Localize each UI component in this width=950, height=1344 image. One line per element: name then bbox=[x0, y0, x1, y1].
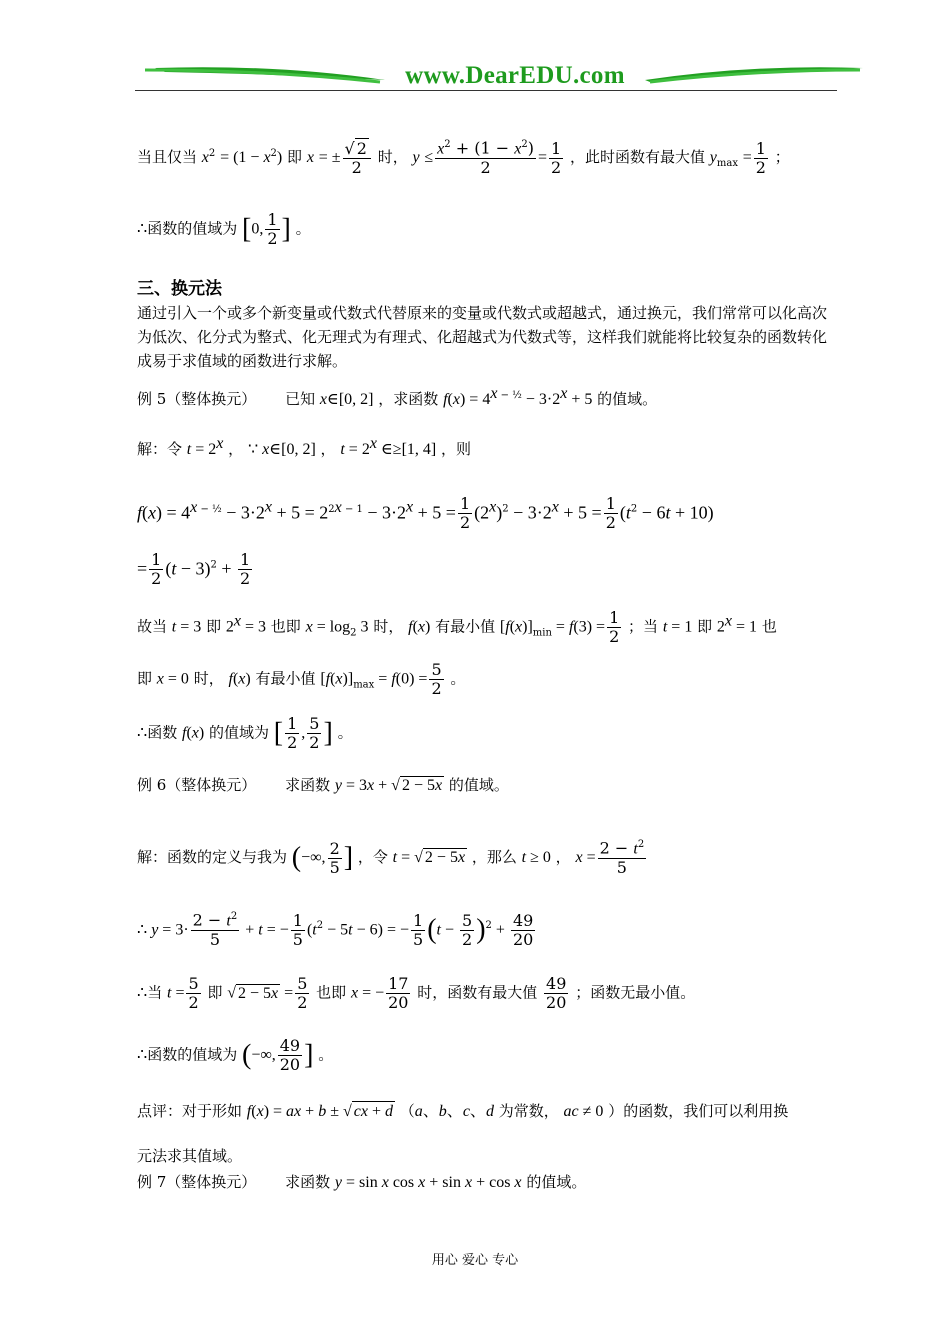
text: 有最小值 bbox=[255, 669, 316, 688]
text: 例 6（整体换元） bbox=[137, 776, 257, 794]
text: 时， bbox=[373, 617, 404, 636]
text: 函数 bbox=[147, 723, 178, 742]
equation-6-transform: ∴ y = 3· $\frac{2 - t^2}{5}$ + t = − $\frac{1}{5}$ $(t^2 - 5t - 6)$ = − $\frac{1}{5}$ (t − $\frac{5}{2}$ )$^2$ + $\frac{49}{20}$ bbox=[137, 910, 534, 950]
text: 当且仅当 bbox=[137, 148, 198, 167]
text: 解：函数的定义与我为 bbox=[137, 848, 288, 867]
text: 求函数 bbox=[285, 1173, 331, 1191]
text: 即 bbox=[697, 617, 713, 636]
text: （ bbox=[399, 1102, 415, 1120]
note-line-2: 元法求其值域。 bbox=[137, 1147, 243, 1165]
text: 时，函数有最大值 bbox=[417, 983, 538, 1002]
text: 也即 bbox=[316, 983, 347, 1002]
equation-vertex-form: = $\frac{1}{2}$ $(t - 3)^2$ + $\frac{1}{2}$ bbox=[137, 550, 251, 588]
text: 点评：对于形如 bbox=[137, 1102, 243, 1120]
site-logo-text: www.DearEDU.com bbox=[405, 62, 625, 89]
text: ；函数无最小值。 bbox=[575, 983, 696, 1002]
text: 例 5（整体换元） bbox=[137, 390, 257, 408]
note-line-1: 点评：对于形如 f(x) = ax + b ± √ cx + d （a、b、c、d 为常数， ac ≠ 0 ）的函数，我们可以利用换 bbox=[137, 1102, 789, 1120]
text: 求函数 bbox=[285, 776, 331, 794]
text: 即 bbox=[287, 148, 303, 167]
example-6-statement: 例 6（整体换元） 求函数 y = 3x + √ 2 − 5x 的值域。 bbox=[137, 776, 509, 794]
solution-6-substitution: 解：函数的定义与我为 (−∞, $\frac{2}{5}$ ] ，令 t = √ 2 − 5x ，那么 t ≥ 0 ， x = $\frac{2 - t^2}{5}$ bbox=[137, 838, 645, 878]
minimum-condition-line: 故当 t = 3 即 $2^x = 3$ 也即 $x = \log_2 3$ 时， f(x) 有最小值 $[f(x)]_{min} = f(3)$ = $\frac{1}{2}$ ；当 t = 1 即 $2^x = 1$ 也 bbox=[137, 608, 777, 646]
text: ， bbox=[555, 848, 571, 867]
page-footer: 用心 爱心 专心 bbox=[431, 1253, 519, 1268]
equation-expansion: $f(x) = 4^{x - \frac{1}{2}} - 3\cdot 2^x + 5 = 2^{2x - 1} - 3\cdot 2^x + 5$ = $\frac{1}{2}$ $(2^x)^2 - 3\cdot 2^x + 5$ = $\frac{1}{2}$ $(t^2 - 6t + 10)$ bbox=[137, 494, 714, 532]
text: 时， bbox=[193, 669, 224, 688]
text: 时， bbox=[377, 148, 408, 167]
text: 。 bbox=[295, 219, 311, 238]
header-rule bbox=[135, 90, 837, 91]
text: 的值域。 bbox=[448, 776, 509, 794]
site-header bbox=[135, 58, 865, 94]
text: 函数的值域为 bbox=[147, 1045, 238, 1064]
text: 为常数， bbox=[498, 1102, 559, 1120]
example-6-maximum-line: ∴当 t = $\frac{5}{2}$ 即 √ 2 − 5x = $\frac{5}{2}$ 也即 x = − $\frac{17}{20}$ 时，函数有最大值 $\frac{49}{20}$ ；函数无最小值。 bbox=[137, 974, 696, 1012]
text: 有最小值 bbox=[435, 617, 496, 636]
text: 的值域。 bbox=[597, 390, 658, 408]
text: 函数的值域为 bbox=[147, 219, 238, 238]
text: 也 bbox=[761, 617, 777, 636]
text: 解：令 bbox=[137, 440, 183, 458]
text: ； bbox=[774, 148, 790, 167]
text: 当 bbox=[147, 983, 163, 1002]
text: 例 7（整体换元） bbox=[137, 1173, 257, 1191]
text: 。 bbox=[337, 723, 353, 742]
text: 即 bbox=[206, 617, 222, 636]
text: 即 bbox=[137, 669, 153, 688]
text: ；当 bbox=[628, 617, 659, 636]
text: ，此时函数有最大值 bbox=[569, 148, 705, 167]
text: ，令 bbox=[357, 848, 388, 867]
section-title: 三、换元法 bbox=[137, 279, 222, 299]
text: ， bbox=[228, 440, 244, 458]
example-6-conclusion: ∴函数的值域为 (−∞, $\frac{49}{20}$ ] 。 bbox=[137, 1036, 334, 1074]
example-5-conclusion: ∴函数 f(x) 的值域为 [ $\frac{1}{2}$ , $\frac{5}{2}$ ] 。 bbox=[137, 714, 353, 752]
text: ， bbox=[320, 440, 336, 458]
text: 也即 bbox=[270, 617, 301, 636]
text: 即 bbox=[207, 983, 223, 1002]
text: ，求函数 bbox=[378, 390, 439, 408]
text: ，则 bbox=[441, 440, 472, 458]
text: ，那么 bbox=[471, 848, 517, 867]
solution-5-substitution: 解：令 $t = 2^x$ ， ∵ x∈[0, 2] ， $t = 2^x$ ∈≥[1, 4] ，则 bbox=[137, 435, 472, 458]
text: 的值域为 bbox=[208, 723, 269, 742]
equality-condition-line: 当且仅当 $x^2 = (1 - x^2)$ 即 x = ± $\frac{√ 2}{2}$ 时， y ≤ $\frac{x^2 + (1 - x^2)}{2}$ = $\frac{1}{2}$ ，此时函数有最大值 $y_{max}$ = $\frac{1}{2}$ ； bbox=[137, 138, 790, 178]
example-5-statement: 例 5（整体换元） 已知 x∈[0, 2] ，求函数 $f(x) = 4^{x - \frac{1}{2}} - 3\cdot 2^x + 5$ 的值域。 bbox=[137, 385, 658, 408]
intro-paragraph: 通过引入一个或多个新变量或代数式代替原来的变量或代数式或超越式，通过换元，我们常常可以化高次为低次、化分式为整式、化无理式为有理式、化超越式为代数式等，这样我们就能将比较复杂的函数转化成易于求值域的函数进行求解。 bbox=[137, 304, 828, 370]
text: 。 bbox=[450, 669, 466, 688]
maximum-condition-line: 即 x = 0 时， f(x) 有最小值 $[f(x)]_{max} = f(0)$ = $\frac{5}{2}$ 。 bbox=[137, 660, 466, 698]
example-7-statement: 例 7（整体换元） 求函数 y = sin x cos x + sin x + cos x 的值域。 bbox=[137, 1173, 587, 1191]
text: 故当 bbox=[137, 617, 168, 636]
text: 的值域。 bbox=[526, 1173, 587, 1191]
text: ）的函数，我们可以利用换 bbox=[608, 1102, 789, 1120]
text: 已知 bbox=[285, 390, 316, 408]
range-conclusion-line: ∴函数的值域为 [0, $\frac{1}{2}$ ] 。 bbox=[137, 210, 311, 248]
text: 。 bbox=[318, 1045, 334, 1064]
